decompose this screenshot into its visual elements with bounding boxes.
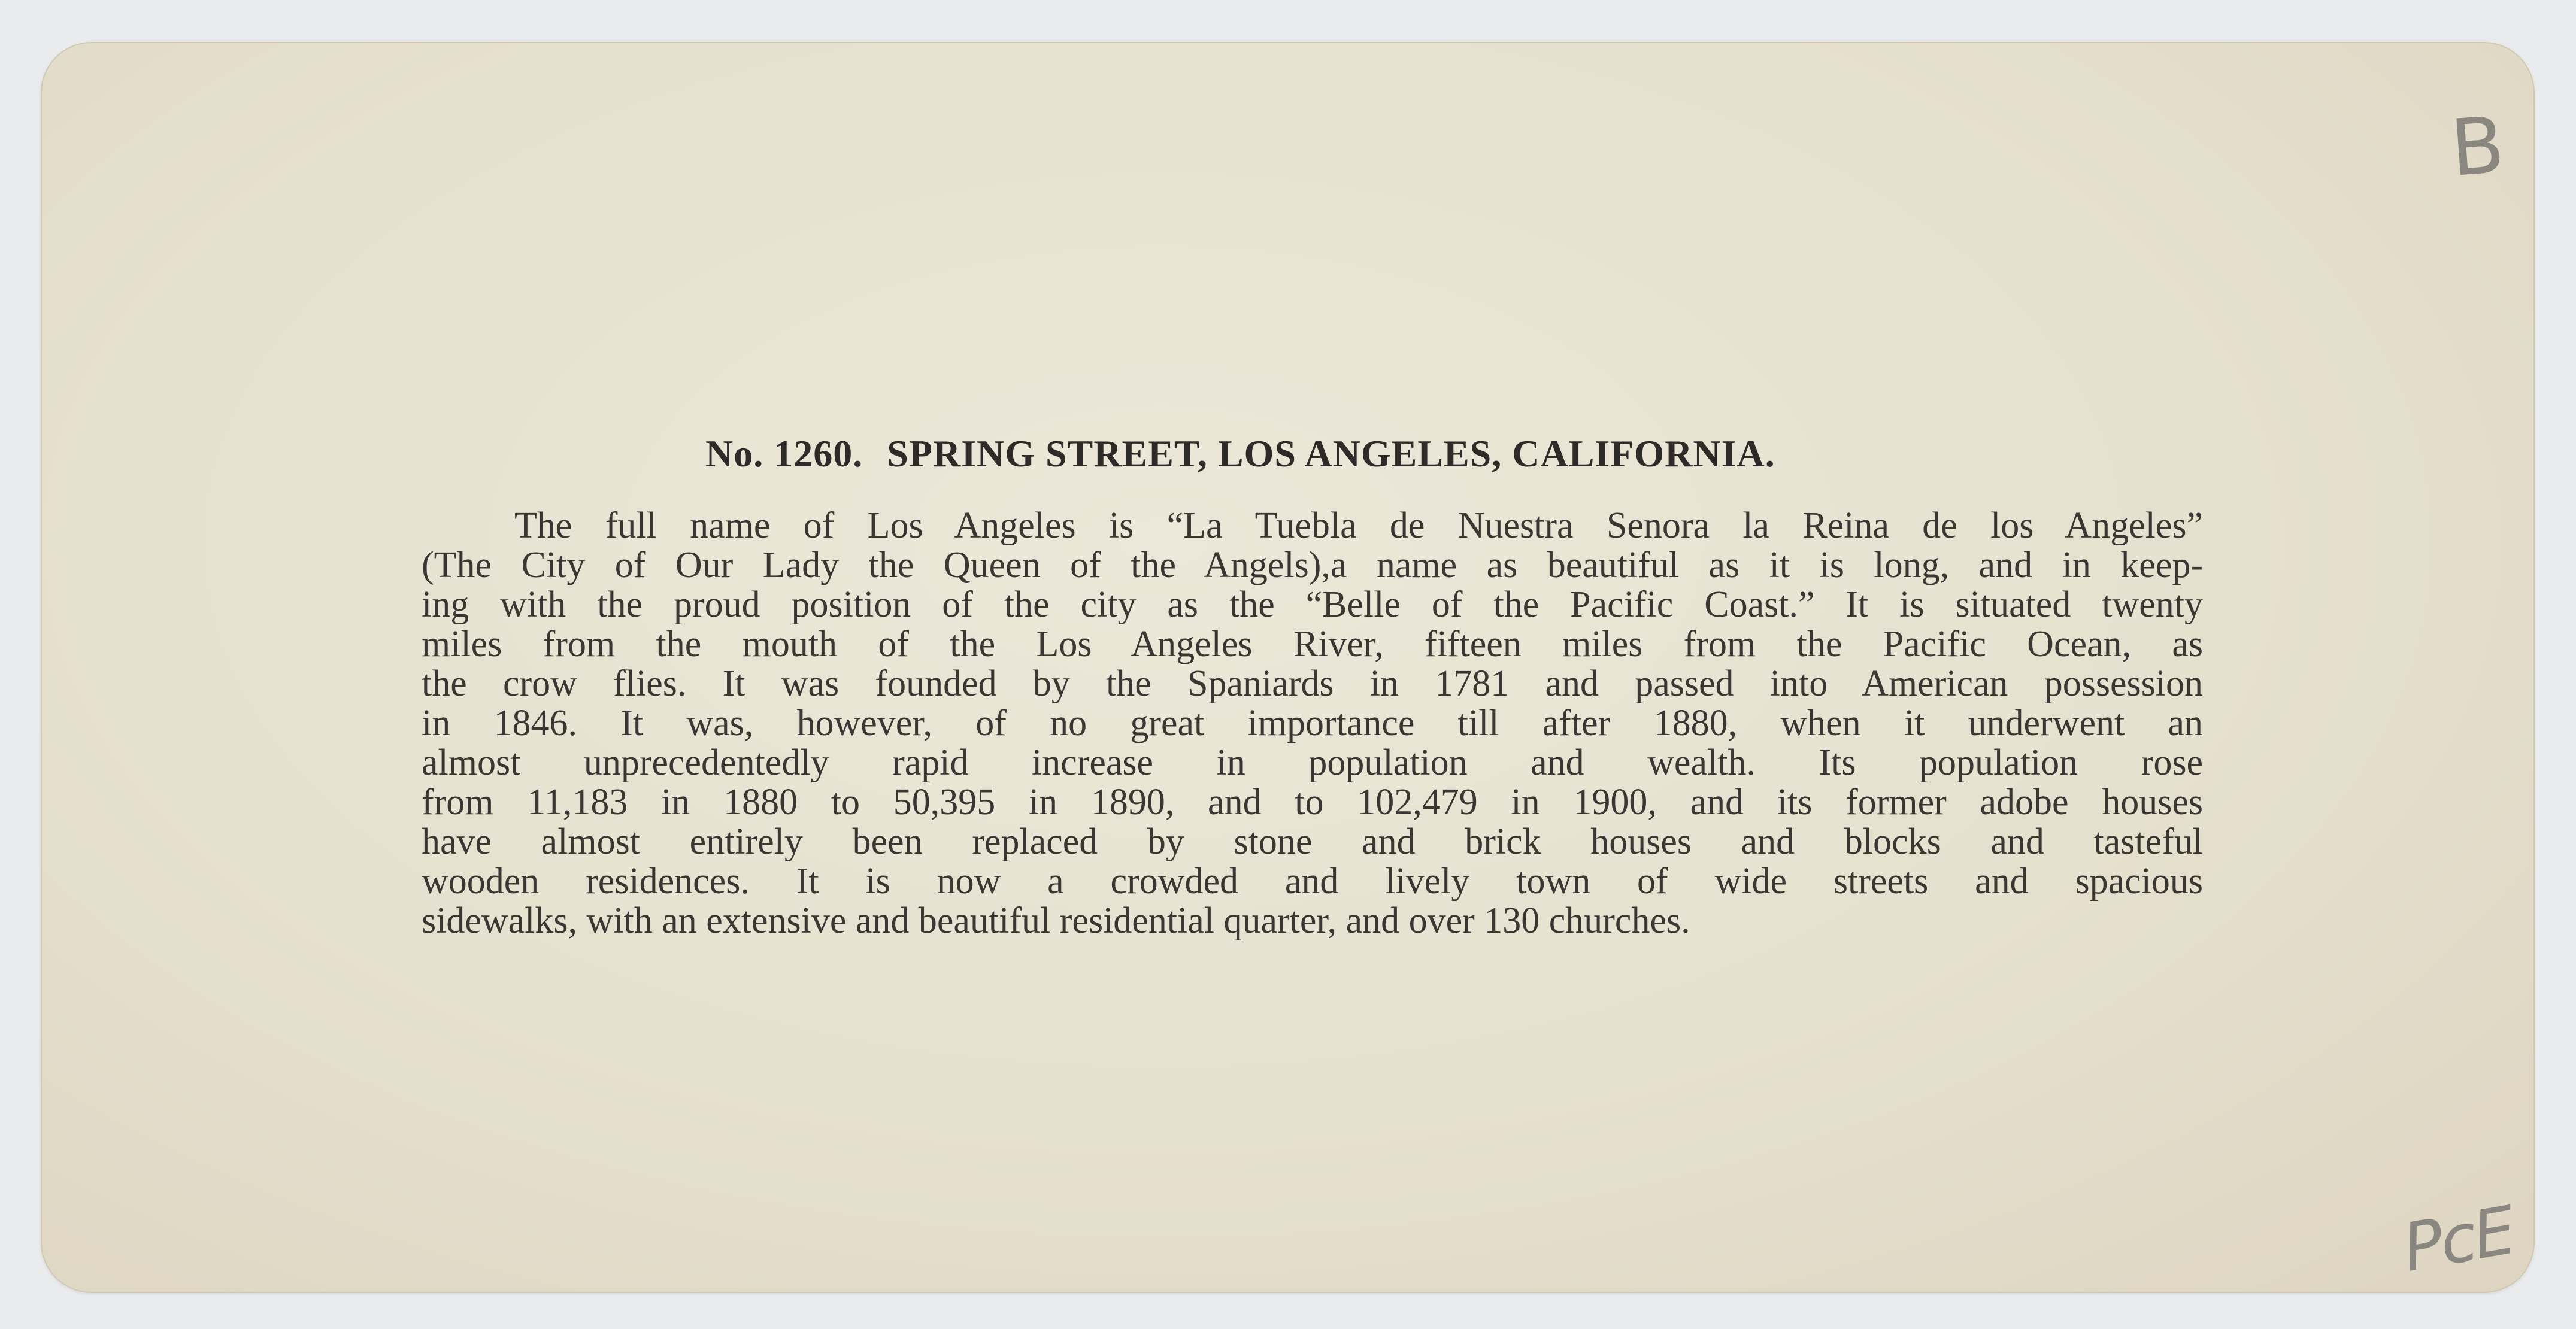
card-number: No. 1260.: [705, 432, 863, 475]
description-line: ing with the proud position of the city as the “Belle of the Pacific Coast.” It is situated twenty: [422, 585, 2203, 624]
card-description: [422, 506, 2203, 940]
description-line: from 11,183 in 1880 to 50,395 in 1890, and to 102,479 in 1900, and its former adobe houses: [422, 782, 2203, 822]
pencil-mark-pce: PcE: [2397, 1191, 2520, 1287]
card-title: [705, 430, 1939, 478]
description-line: miles from the mouth of the Los Angeles River, fifteen miles from the Pacific Ocean, as: [422, 624, 2203, 664]
description-line: have almost entirely been replaced by stone and brick houses and blocks and tasteful: [422, 822, 2203, 861]
description-line: in 1846. It was, however, of no great importance till after 1880, when it underwent an: [422, 703, 2203, 743]
description-line: the crow flies. It was founded by the Spaniards in 1781 and passed into American possession: [422, 664, 2203, 703]
stereograph-card-back: [41, 42, 2535, 1293]
description-line: (The City of Our Lady the Queen of the Angels),a name as beautiful as it is long, and in keep-: [422, 545, 2203, 585]
description-line: almost unprecedentedly rapid increase in population and wealth. Its population rose: [422, 743, 2203, 782]
pencil-mark-b: B: [2447, 99, 2508, 194]
card-title-text: SPRING STREET, LOS ANGELES, CALIFORNIA.: [887, 432, 1775, 475]
description-line: The full name of Los Angeles is “La Tuebla de Nuestra Senora la Reina de los Angeles”: [514, 506, 2203, 545]
description-line: sidewalks, with an extensive and beautiful residential quarter, and over 130 churches.: [422, 901, 1690, 940]
description-line: wooden residences. It is now a crowded and lively town of wide streets and spacious: [422, 861, 2203, 901]
